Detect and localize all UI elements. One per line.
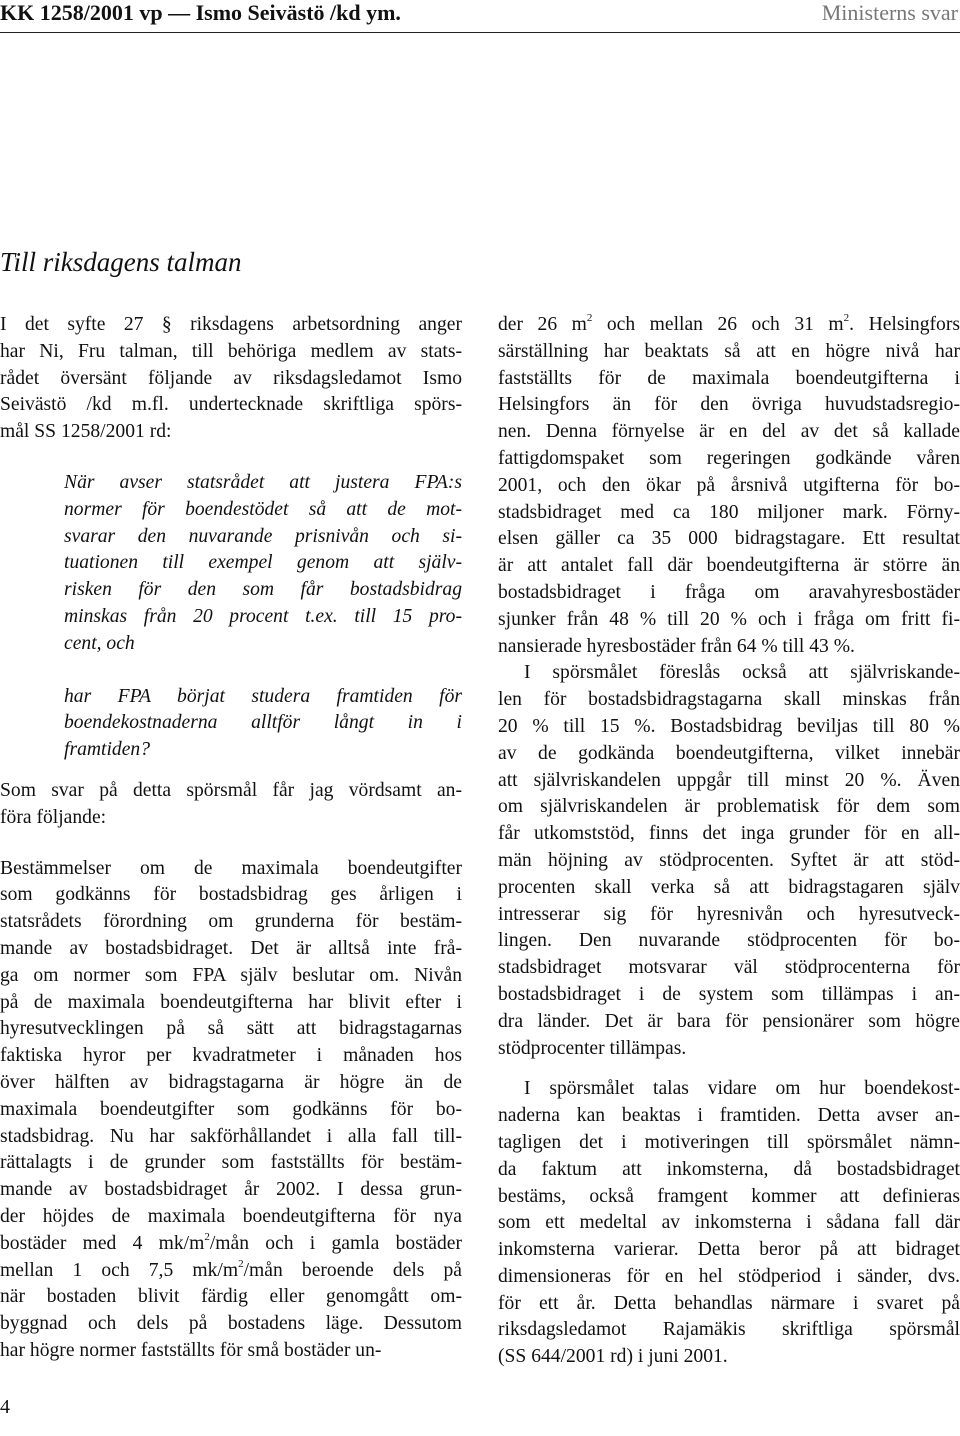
text-line: stadsbidraget motsvarar väl stödprocenterna för xyxy=(498,957,960,979)
text-line: Seivästö /kd m.fl. undertecknade skriftliga spörs- xyxy=(0,394,462,416)
text-line: faktiska hyror per kvadratmeter i månaden hos xyxy=(0,1045,462,1067)
housing-costs-paragraph xyxy=(498,312,960,660)
text-line: procenten skall verka så att bidragstagaren själv xyxy=(498,876,960,898)
text-line: I spörsmålet föreslås också att självriskande- xyxy=(524,662,960,684)
right-column xyxy=(498,312,960,1371)
text-line: nen. Denna förnyelse är en del av det så kallade xyxy=(498,421,960,443)
text-line: stödprocenter tillämpas. xyxy=(498,1037,687,1059)
text-line: inkomsterna varierar. Detta beror på att bidraget xyxy=(498,1239,960,1261)
text-line: föra följande: xyxy=(0,806,107,828)
text-line: dimensioneras för en hel stödperiod i sänder, dvs. xyxy=(498,1265,960,1287)
page-number: 4 xyxy=(0,1396,10,1418)
text-line: nansierade hyresbostäder från 64 % till 43 %. xyxy=(498,635,855,657)
text-line: fastställts för de maximala boendeutgifterna i xyxy=(498,367,960,389)
text-line: som godkänns för bostadsbidrag ges årligen i xyxy=(0,884,462,906)
text-line: fattigdomspaket som regeringen godkände våren xyxy=(498,447,960,469)
text-line: stadsbidraget med ca 180 miljoner mark. Förny- xyxy=(498,501,960,523)
text-line: lingen. Den nuvarande stödprocenten för bo- xyxy=(498,930,960,952)
text-line: mål SS 1258/2001 rd: xyxy=(0,421,172,443)
text-line: Som svar på detta spörsmål får jag vördsamt an- xyxy=(0,779,462,801)
text-line: tagligen det i motiveringen till spörsmålet nämn- xyxy=(498,1131,960,1153)
text-line: bostadsbidraget i de system som tillämpas i an- xyxy=(498,983,960,1005)
text-line: risken för den som får bostadsbidrag xyxy=(64,579,462,601)
text-line: män höjning av stödprocenten. Syftet är att stöd- xyxy=(498,849,960,871)
text-line: att självriskandelen uppgår till minst 20 %. Även xyxy=(498,769,960,791)
text-line: maximala boendeutgifter som godkänns för bo- xyxy=(0,1098,462,1120)
text-line: len för bostadsbidragstagarna skall minskas från xyxy=(498,689,960,711)
text-line: svarar den nuvarande prisnivån och si- xyxy=(64,525,462,547)
text-line: I spörsmålet talas vidare om hur boendekost- xyxy=(524,1078,960,1100)
text-line: av de godkända boendeutgifterna, vilket innebär xyxy=(498,742,960,764)
text-line: när bostaden blivit färdig eller genomgått om- xyxy=(0,1286,462,1308)
text-line: (SS 644/2001 rd) i juni 2001. xyxy=(498,1346,728,1368)
header-rule xyxy=(0,32,960,33)
text-line: boendekostnaderna alltför långt in i xyxy=(64,712,462,734)
text-line: framtiden? xyxy=(64,739,150,761)
text-line: har Ni, Fru talman, till behöriga medlem av stats- xyxy=(0,340,462,362)
text-line: Helsingfors än för den övriga huvudstadsregio- xyxy=(498,394,960,416)
text-line: der höjdes de maximala boendeutgifterna för nya xyxy=(0,1205,462,1227)
text-line: byggnad och dels på bostadens läge. Dessutom xyxy=(0,1313,462,1335)
section-label: Ministerns svar xyxy=(821,0,958,25)
answer-intro-paragraph xyxy=(0,778,462,832)
text-line: riksdagsledamot Rajamäkis skriftliga spörsmål xyxy=(498,1319,960,1341)
left-column xyxy=(0,312,462,1365)
text-line: cent, och xyxy=(64,632,135,654)
text-line: bostäder med 4 $mk/m^2$/mån och i gamla bostäder xyxy=(0,1231,462,1254)
text-line: intresserar sig för hyresnivån och hyresutveck- xyxy=(498,903,960,925)
answer-body-paragraph xyxy=(0,856,462,1365)
text-line: I det syfte 27 § riksdagens arbetsordning anger xyxy=(0,314,462,335)
text-line: mellan 1 och 7,5 $mk/m^2$/mån beroende dels på xyxy=(0,1257,462,1281)
running-header xyxy=(0,0,960,26)
text-line: mande av bostadsbidraget. Det är alltså inte frå- xyxy=(0,937,462,959)
paragraph-gap xyxy=(0,764,462,778)
text-line: stadsbidrag. Nu har sakförhållandet i alla fall till- xyxy=(0,1125,462,1147)
future-costs-paragraph xyxy=(498,1076,960,1371)
text-line: ga om normer som FPA själv beslutar om. Nivån xyxy=(0,964,462,986)
text-line: rådet översänt följande av riksdagsledamot Ismo xyxy=(0,367,462,389)
intro-paragraph xyxy=(0,312,462,446)
text-line: 20 % till 15 %. Bostadsbidrag beviljas till 80 % xyxy=(498,715,960,737)
question-quote-1 xyxy=(0,470,462,658)
text-line: statsrådets förordning om grunderna för bestäm- xyxy=(0,911,462,933)
text-line: Bestämmelser om de maximala boendeutgifter xyxy=(0,857,462,879)
text-line: bostadsbidraget i fråga om aravahyresbostäder xyxy=(498,581,960,603)
text-line: När avser statsrådet att justera FPA:s xyxy=(64,471,462,493)
text-line: har högre normer fastställts för små bostäder un- xyxy=(0,1339,382,1361)
text-line: är att antalet fall där boendeutgifterna är större än xyxy=(498,555,960,577)
text-line: rättalagts i de grunder som fastställts för bestäm- xyxy=(0,1152,462,1174)
paragraph-gap xyxy=(0,658,462,684)
text-line: hyresutvecklingen på så sätt att bidragstagarnas xyxy=(0,1018,462,1040)
text-line: har FPA börjat studera framtiden för xyxy=(64,685,462,707)
text-line: tuationen till exempel genom att själv- xyxy=(64,552,462,574)
text-line: der 26 $m^2$ och mellan 26 och 31 $m^2$. Helsingfors xyxy=(498,312,960,335)
text-line: mande av bostadsbidraget år 2002. I dessa grun- xyxy=(0,1179,462,1201)
text-line: om självriskandelen är problematisk för dem som xyxy=(498,796,960,818)
self-risk-paragraph xyxy=(498,660,960,1062)
text-line: på de maximala boendeutgifterna har blivit efter i xyxy=(0,991,462,1013)
paragraph-gap xyxy=(0,832,462,856)
paragraph-gap xyxy=(0,446,462,470)
text-line: över hälften av bidragstagarna är högre än de xyxy=(0,1071,462,1093)
text-line: da faktum att inkomsterna, då bostadsbidraget xyxy=(498,1158,960,1180)
text-line: elsen gäller ca 35 000 bidragstagare. Ett resultat xyxy=(498,528,960,550)
text-line: som ett medeltal av inkomsterna i sådana fall där xyxy=(498,1212,960,1234)
page-title: Till riksdagens talman xyxy=(0,247,242,277)
text-line: dra länder. Det är bara för pensionärer som högre xyxy=(498,1010,960,1032)
text-line: särställning har beaktats så att en högre nivå har xyxy=(498,340,960,362)
text-line: sjunker från 48 % till 20 % och i fråga om fritt fi- xyxy=(498,608,960,630)
text-line: för ett år. Detta behandlas närmare i svaret på xyxy=(498,1292,960,1314)
question-quote-2 xyxy=(0,684,462,764)
text-line: naderna kan beaktas i framtiden. Detta avser an- xyxy=(498,1105,960,1127)
text-line: får utkomststöd, finns det inga grunder för en all- xyxy=(498,823,960,845)
paragraph-gap xyxy=(498,1062,960,1076)
text-line: normer för boendestödet så att de mot- xyxy=(64,498,462,520)
text-line: bestäms, också framgent kommer att definieras xyxy=(498,1185,960,1207)
text-line: 2001, och den ökar på årsnivå utgifterna för bo- xyxy=(498,474,960,496)
document-reference: KK 1258/2001 vp — Ismo Seivästö /kd ym. xyxy=(0,0,401,25)
text-line: minskas från 20 procent t.ex. till 15 pro- xyxy=(64,605,462,627)
